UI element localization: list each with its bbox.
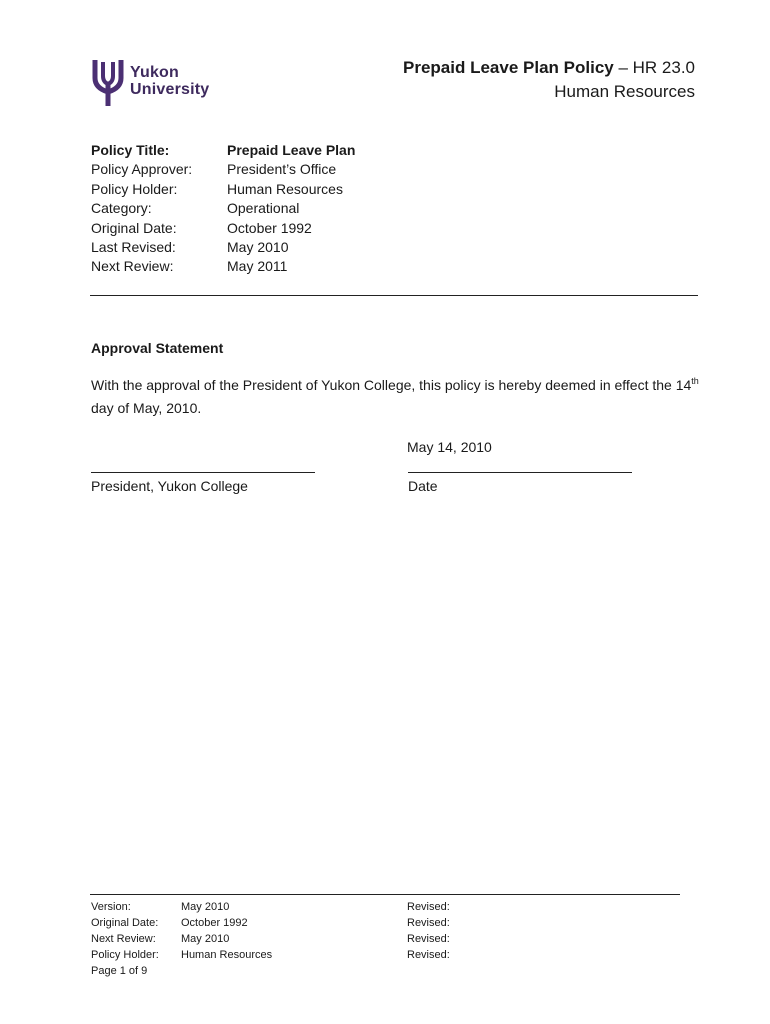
meta-value: Operational [227,200,300,217]
footer-label: Version: [91,901,131,913]
footer-label: Next Review: [91,933,156,945]
meta-label: Next Review: [91,258,174,275]
meta-value: Prepaid Leave Plan [227,142,356,158]
policy-title-bold: Prepaid Leave Plan Policy [403,58,614,77]
yukon-university-logo [90,56,220,108]
logo-mark-icon [90,56,126,108]
meta-label: Original Date: [91,219,177,236]
footer-row [91,915,487,931]
footer-revised: Revised: [407,901,450,913]
meta-value: October 1992 [227,219,312,236]
meta-value: President’s Office [227,161,337,178]
document-title [403,56,695,104]
policy-metadata [91,141,355,277]
footer-row [91,899,487,915]
meta-label: Last Revised: [91,239,176,256]
meta-label: Category: [91,200,152,217]
meta-row [91,141,355,160]
footer-label: Policy Holder: [91,949,159,961]
meta-row [91,199,355,218]
approval-heading: Approval Statement [91,340,224,356]
date-label: Date [408,478,438,494]
date-line [408,472,632,473]
footer-value: Human Resources [181,949,273,961]
footer-value: October 1992 [181,917,248,929]
meta-label: Policy Approver: [91,161,193,178]
page-number: Page 1 of 9 [91,965,148,977]
policy-code: – HR 23.0 [613,58,695,77]
meta-row [91,160,355,179]
footer-revised: Revised: [407,933,450,945]
meta-row [91,180,355,199]
footer-value: May 2010 [181,933,230,945]
meta-row [91,238,355,257]
approval-text-main: With the approval of the President of Yukon College, this policy is hereby deemed in effect the 14 [91,377,692,393]
department-subtitle: Human Resources [554,82,695,101]
footer-row [91,947,487,963]
signature-label: President, Yukon College [91,478,248,494]
meta-row [91,219,355,238]
footer-revised: Revised: [407,949,450,961]
signature-date-value: May 14, 2010 [407,439,492,455]
footer-revised: Revised: [407,917,450,929]
footer-label: Original Date: [91,917,159,929]
logo-line-1: Yukon [130,64,180,81]
footer-row [91,931,487,947]
footer-divider [90,894,680,895]
signature-line [91,472,315,473]
approval-statement [91,374,701,420]
meta-label: Policy Title: [91,142,170,158]
footer-value: May 2010 [181,901,230,913]
page-footer [91,899,487,979]
meta-row [91,257,355,276]
approval-text-end: day of May, 2010. [91,400,202,416]
meta-value: Human Resources [227,180,343,197]
ordinal-suffix: th [691,376,699,386]
meta-value: May 2011 [227,258,288,275]
header-divider [90,295,698,296]
logo-line-2: University [130,81,210,98]
meta-value: May 2010 [227,239,289,256]
meta-label: Policy Holder: [91,180,178,197]
